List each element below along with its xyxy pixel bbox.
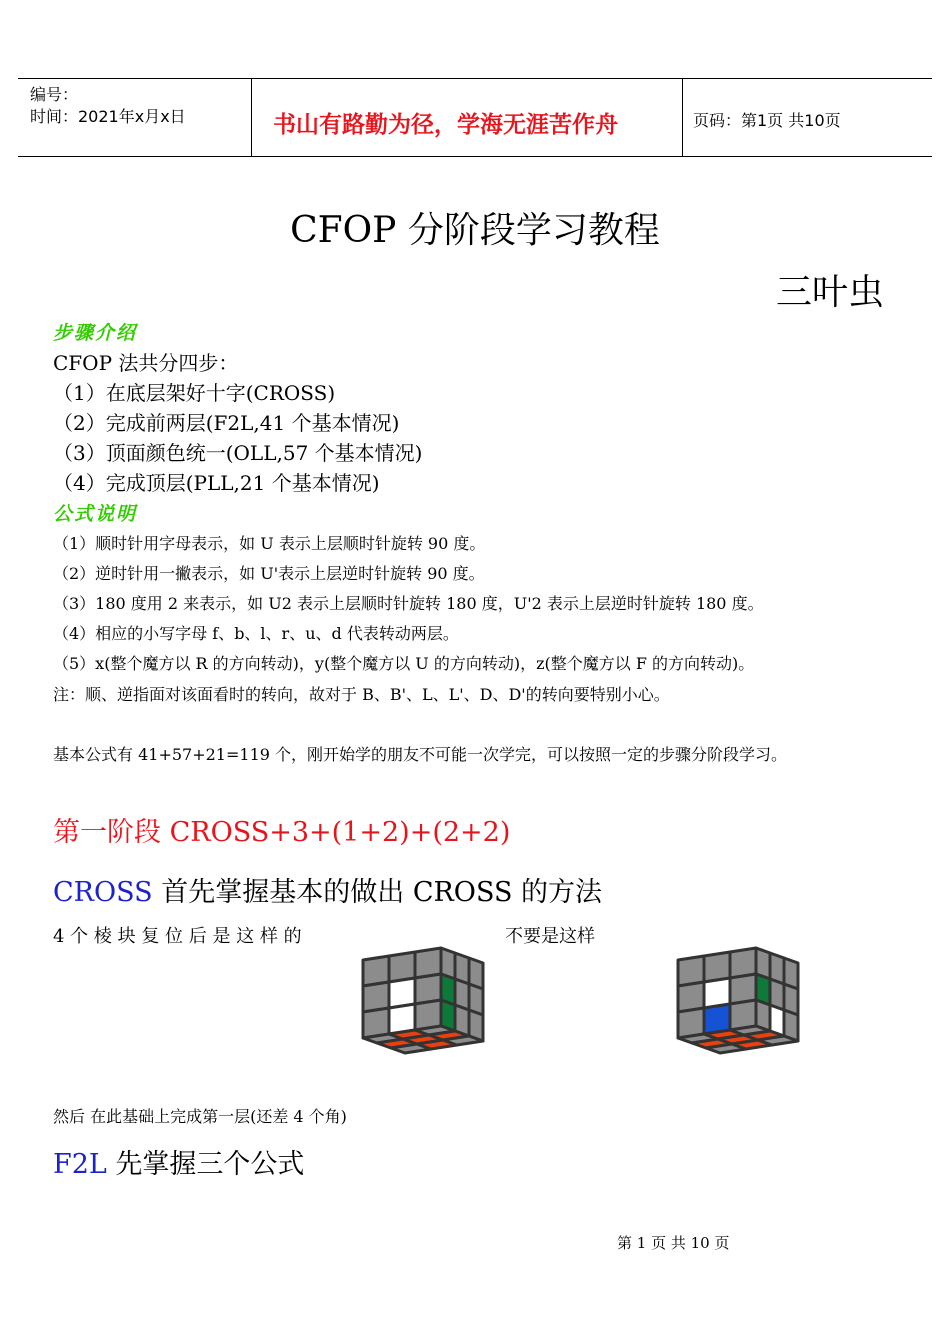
caption-correct: 4 个 棱 块 复 位 后 是 这 样 的: [53, 926, 302, 947]
formula-item: （1）顺时针用字母表示，如 U 表示上层顺时针旋转 90 度。: [53, 534, 486, 553]
formula-item: （2）逆时针用一撇表示，如 U'表示上层逆时针旋转 90 度。: [53, 564, 485, 583]
cube-correct-image: [355, 930, 505, 1085]
formula-heading: 公式说明: [53, 503, 138, 525]
cross-keyword: CROSS: [53, 877, 153, 908]
summary-text: 基本公式有 41+57+21=119 个，刚开始学的朋友不可能一次学完，可以按照一定的步骤分阶段学习。: [53, 745, 788, 764]
formula-item: （4）相应的小写字母 f、b、l、r、u、d 代表转动两层。: [53, 624, 459, 643]
then-text: 然后 在此基础上完成第一层(还差 4 个角): [53, 1107, 347, 1126]
header-page: 页码：第1页 共10页: [693, 111, 841, 130]
header-motto: 书山有路勤为径，学海无涯苦作舟: [273, 112, 618, 138]
formula-note: 注：顺、逆指面对该面看时的转向，故对于 B、B'、L、L'、D、D'的转向要特别小心。: [53, 685, 670, 704]
step-item: （4）完成顶层(PLL,21 个基本情况): [53, 471, 380, 495]
steps-heading: 步骤介绍: [53, 322, 138, 344]
f2l-heading-rest: 先掌握三个公式: [106, 1149, 305, 1180]
header-time: 时间：2021年x月x日: [30, 107, 186, 126]
stage1-heading: 第一阶段 CROSS+3+(1+2)+(2+2): [53, 817, 511, 848]
formula-item: （5）x(整个魔方以 R 的方向转动)，y(整个魔方以 U 的方向转动)，z(整个魔方以 F 的方向转动)。: [53, 654, 755, 673]
page-title: CFOP 分阶段学习教程: [290, 210, 660, 251]
cross-heading: [53, 870, 602, 909]
f2l-heading: [53, 1142, 304, 1181]
cube-wrong-image: [670, 930, 820, 1085]
steps-intro: CFOP 法共分四步：: [53, 351, 239, 375]
author: 三叶虫: [776, 272, 885, 313]
step-item: （1）在底层架好十字(CROSS): [53, 381, 336, 405]
step-item: （3）顶面颜色统一(OLL,57 个基本情况): [53, 441, 423, 465]
caption-wrong: 不要是这样: [505, 926, 595, 947]
formula-item: （3）180 度用 2 来表示，如 U2 表示上层顺时针旋转 180 度，U'2 表示上层逆时针旋转 180 度。: [53, 594, 764, 613]
step-item: （2）完成前两层(F2L,41 个基本情况): [53, 411, 400, 435]
header-number: 编号：: [30, 85, 79, 104]
cross-heading-rest: 首先掌握基本的做出 CROSS 的方法: [152, 877, 603, 908]
page-footer: 第 1 页 共 10 页: [617, 1234, 730, 1252]
f2l-keyword: F2L: [53, 1149, 107, 1180]
